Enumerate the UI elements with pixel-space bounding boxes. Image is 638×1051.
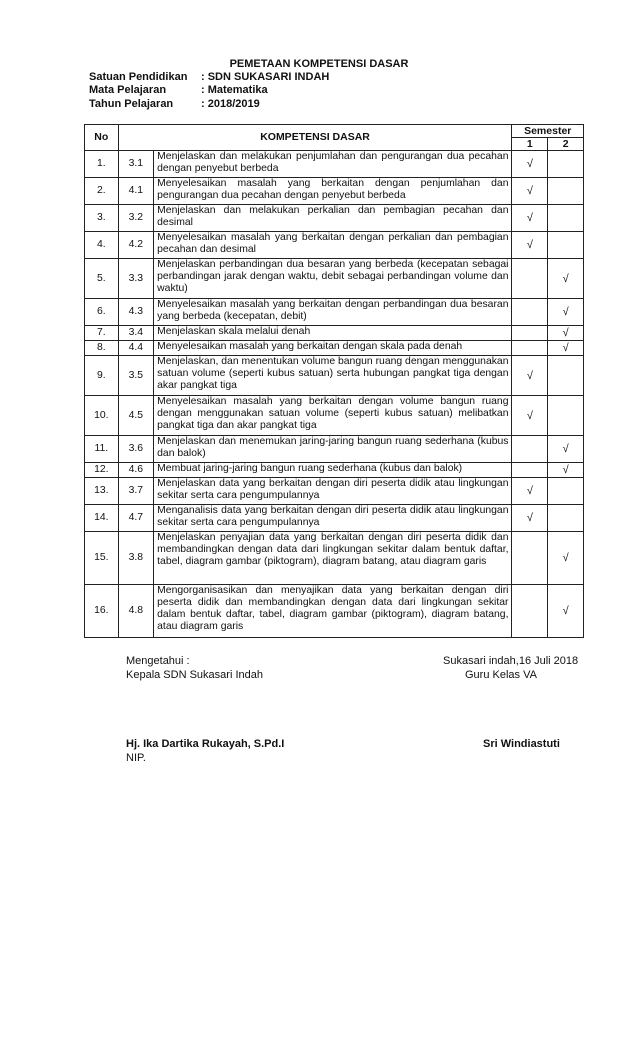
row-semester-1-mark [512,299,548,326]
header-kompetensi-dasar: KOMPETENSI DASAR [118,125,512,151]
row-number: 14. [85,505,119,532]
table-row [85,478,584,505]
row-competency-text: Menyelesaikan masalah yang berkaitan dengan perkalian dan pembagian pecahan dan desimal [154,232,512,259]
row-competency-text: Menjelaskan perbandingan dua besaran yang berbeda (kecepatan sebagai perbandingan jarak dengan waktu, debit sebagai perbandingan volume dan waktu) [154,259,512,299]
meta-row-school [89,71,329,84]
row-semester-1-mark: √ [512,178,548,205]
signature-teacher-name: Sri Windiastuti [483,738,560,750]
meta-value: : 2018/2019 [201,97,260,110]
row-code: 3.5 [118,356,154,396]
row-semester-2-mark: √ [548,341,584,356]
row-code: 4.4 [118,341,154,356]
row-number: 8. [85,341,119,356]
row-competency-text: Mengorganisasikan dan menyajikan data yang berkaitan dengan diri peserta didik dan membandingkan dengan data dari lingkungan sekitar dalam bentuk daftar, tabel, diagram gambar (piktogram), diagram batang, atau diagram garis [154,585,512,638]
table-row [85,259,584,299]
row-number: 9. [85,356,119,396]
row-competency-text: Menjelaskan dan melakukan perkalian dan pembagian pecahan dan desimal [154,205,512,232]
row-code: 4.3 [118,299,154,326]
signature-left-name-block [126,737,284,765]
row-code: 3.6 [118,436,154,463]
table-row [85,299,584,326]
meta-value: : Matematika [201,84,268,97]
meta-label: Tahun Pelajaran [89,97,174,110]
row-number: 13. [85,478,119,505]
row-code: 3.7 [118,478,154,505]
document-title: PEMETAAN KOMPETENSI DASAR [229,58,409,70]
row-code: 3.8 [118,532,154,585]
row-semester-1-mark [512,532,548,585]
row-number: 1. [85,151,119,178]
row-code: 3.1 [118,151,154,178]
signature-principal-nip: NIP. [126,752,146,764]
row-number: 11. [85,436,119,463]
row-semester-1-mark [512,463,548,478]
row-code: 4.7 [118,505,154,532]
row-competency-text: Menjelaskan dan melakukan penjumlahan dan pengurangan dua pecahan dengan penyebut berbeda [154,151,512,178]
row-semester-2-mark [548,505,584,532]
row-number: 7. [85,326,119,341]
header-semester: Semester [512,125,584,138]
table-row [85,341,584,356]
row-semester-2-mark [548,396,584,436]
row-semester-2-mark: √ [548,532,584,585]
row-semester-2-mark: √ [548,585,584,638]
row-competency-text: Menyelesaikan masalah yang berkaitan dengan volume bangun ruang dengan menggunakan satuan volume (seperti kubus satuan) melibatkan pangkat tiga dan akar pangkat tiga [154,396,512,436]
row-semester-1-mark [512,436,548,463]
signature-acknowledge-label: Mengetahui : [126,655,190,667]
row-semester-2-mark: √ [548,326,584,341]
table-row [85,396,584,436]
row-competency-text: Menjelaskan penyajian data yang berkaitan dengan diri peserta didik dan membandingkan dengan data dari lingkungan sekitar dalam bentuk daftar, tabel, diagram gambar (piktogram), diagram batang, atau diagram garis [154,532,512,585]
table-row [85,326,584,341]
row-semester-1-mark [512,341,548,356]
meta-row-year [89,98,329,111]
row-number: 4. [85,232,119,259]
row-competency-text: Membuat jaring-jaring bangun ruang sederhana (kubus dan balok) [154,463,512,478]
table-row [85,463,584,478]
table-row [85,505,584,532]
row-competency-text: Menjelaskan data yang berkaitan dengan diri peserta didik atau lingkungan sekitar serta cara pengumpulannya [154,478,512,505]
row-competency-text: Menjelaskan dan menemukan jaring-jaring bangun ruang sederhana (kubus dan balok) [154,436,512,463]
row-competency-text: Menyelesaikan masalah yang berkaitan dengan skala pada denah [154,341,512,356]
row-semester-1-mark [512,326,548,341]
row-semester-2-mark [548,178,584,205]
row-semester-2-mark [548,478,584,505]
row-code: 3.2 [118,205,154,232]
table-row [85,436,584,463]
competency-table-body [85,151,584,638]
row-code: 4.6 [118,463,154,478]
row-code: 4.8 [118,585,154,638]
row-semester-1-mark: √ [512,151,548,178]
table-row [85,151,584,178]
row-semester-1-mark: √ [512,232,548,259]
row-semester-2-mark [548,151,584,178]
signature-right-heading [443,654,578,682]
row-number: 16. [85,585,119,638]
row-code: 4.2 [118,232,154,259]
document-meta [89,71,329,111]
row-competency-text: Menjelaskan, dan menentukan volume bangun ruang dengan menggunakan satuan volume (seperti kubus satuan) serta hubungan pangkat tiga dengan akar pangkat tiga [154,356,512,396]
row-semester-2-mark [548,232,584,259]
table-row [85,178,584,205]
row-competency-text: Menjelaskan skala melalui denah [154,326,512,341]
row-semester-2-mark: √ [548,463,584,478]
row-code: 4.1 [118,178,154,205]
row-number: 12. [85,463,119,478]
row-semester-2-mark [548,356,584,396]
row-code: 3.3 [118,259,154,299]
table-row [85,232,584,259]
header-semester-2: 2 [548,138,584,151]
row-semester-1-mark: √ [512,505,548,532]
row-semester-1-mark: √ [512,205,548,232]
meta-label: Mata Pelajaran [89,84,167,97]
row-competency-text: Menganalisis data yang berkaitan dengan diri peserta didik atau lingkungan sekitar serta cara pengumpulannya [154,505,512,532]
meta-row-subject [89,84,329,97]
row-semester-2-mark: √ [548,436,584,463]
row-number: 10. [85,396,119,436]
row-code: 4.5 [118,396,154,436]
row-number: 6. [85,299,119,326]
signature-left-heading [126,654,263,682]
row-number: 2. [85,178,119,205]
table-row [85,356,584,396]
row-code: 3.4 [118,326,154,341]
row-semester-1-mark: √ [512,396,548,436]
header-no: No [85,125,119,151]
meta-value: : SDN SUKASARI INDAH [201,71,330,83]
signature-place-date: Sukasari indah,16 Juli 2018 [443,655,579,667]
header-semester-1: 1 [512,138,548,151]
row-competency-text: Menyelesaikan masalah yang berkaitan dengan penjumlahan dan pengurangan dua pecahan dengan penyebut berbeda [154,178,512,205]
row-number: 5. [85,259,119,299]
row-semester-1-mark [512,259,548,299]
table-row [85,205,584,232]
meta-label: Satuan Pendidikan [89,71,188,83]
row-semester-2-mark: √ [548,259,584,299]
table-row [85,585,584,638]
row-competency-text: Menyelesaikan masalah yang berkaitan dengan perbandingan dua besaran yang berbeda (kecepatan, debit) [154,299,512,326]
row-semester-2-mark: √ [548,299,584,326]
signature-teacher-title: Guru Kelas VA [465,669,537,681]
row-semester-1-mark [512,585,548,638]
row-number: 3. [85,205,119,232]
signature-principal-title: Kepala SDN Sukasari Indah [126,669,263,681]
row-semester-1-mark: √ [512,356,548,396]
signature-principal-name: Hj. Ika Dartika Rukayah, S.Pd.I [126,738,285,750]
row-number: 15. [85,532,119,585]
row-semester-2-mark [548,205,584,232]
row-semester-1-mark: √ [512,478,548,505]
competency-table [84,124,584,638]
table-row [85,532,584,585]
